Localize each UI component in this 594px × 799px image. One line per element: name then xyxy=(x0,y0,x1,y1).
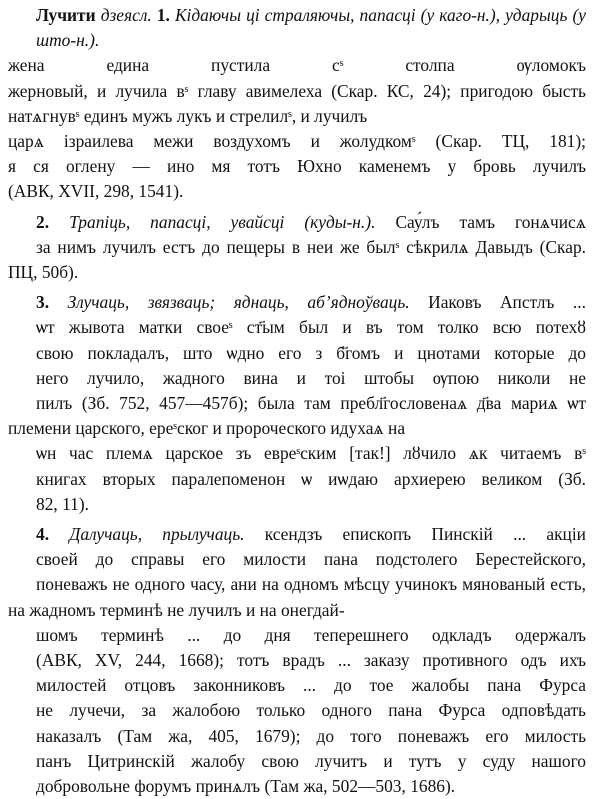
sense-4-line: шомъ терминѣ ... до дня теперешнего одкладъ одержалъ xyxy=(36,624,586,645)
sense-3-line: пилъ (Зб. 752, 457—457б); была там пребл҃гословенаѧ д҃ва мариѧ ѡт племени царского, ереˢског и пророческого идухаѧ на xyxy=(8,393,586,439)
headword: Лучити xyxy=(36,5,96,25)
sense-1-number: 1. xyxy=(156,5,170,25)
sense-4-gloss: Далучаць, прылучаць. xyxy=(69,524,245,545)
sense-1-line: (АВК, XVII, 298, 1541). xyxy=(8,181,184,202)
sense-3-line: свою покладалъ, што ѡдно его з б҃гомъ и цнотами которые до xyxy=(36,342,586,363)
sense-3-line: него лучило, жадного вина и тоі штобы ѹпою николи не xyxy=(36,367,586,388)
sense-3 xyxy=(8,285,586,517)
sense-3-line: 82, 11). xyxy=(36,493,89,514)
sense-4-line: поневажъ не одного часу, ани на одномъ мѣсцу учинокъ мянованый есть, на жадномъ терминѣ не лучилъ и на онегдай- xyxy=(8,574,586,620)
sense-2-line: за нимъ лучилъ естъ до пещеры в неи же былˢ сѣкрилѧ Давыдъ (Скар. ПЦ, 50б). xyxy=(8,236,586,283)
sense-3-line: книгах вторых паралепоменон ѡ иѡдаю архиерею великом (Зб. xyxy=(36,468,586,489)
sense-2-gloss: Трапіць, папасці, увайсці (куды-н.). xyxy=(69,211,376,232)
sense-4-line: (АВК, XV, 244, 1668); тотъ врадъ ... заказу противного одъ ихъ xyxy=(36,650,586,671)
sense-3-number: 3. xyxy=(36,292,50,313)
sense-1-line: жена едина пустила сˢ столпа ѹломокъ xyxy=(8,55,586,76)
dictionary-entry xyxy=(8,3,586,205)
sense-4-line: наказалъ (Там жа, 405, 1679); до того поневажъ его милость xyxy=(36,725,586,746)
sense-4-line: не лучечи, за жалобою только одного пана Фурса одповѣдать xyxy=(36,700,586,721)
sense-4-line: милостей отцовъ законниковъ ... до тое жалобы пана Фурса xyxy=(36,675,586,696)
sense-4-citation: ксендзъ епископъ Пинскій ... акціи xyxy=(264,524,586,545)
part-of-speech: дзеясл. xyxy=(100,5,152,25)
sense-1-line: я ся оглену — ино мя тотъ Юхно каменемъ у бровь лучилъ xyxy=(8,156,586,177)
sense-3-line: ѡт жывота матки своеˢ ст҃ым был и въ том толко всю потехȣ xyxy=(36,317,586,338)
sense-2 xyxy=(8,205,586,286)
sense-1-line: жерновый, и лучила вˢ главу авимелеха (Скар. КС, 24); пригодою бысть натѧгнувˢ единъ мужъ лукъ и стрелилˢ, и лучилъ xyxy=(8,80,586,126)
sense-4 xyxy=(8,517,586,799)
sense-2-first-line xyxy=(8,210,586,235)
entry-line-1 xyxy=(8,3,586,53)
sense-2-citation: Сау́лъ тамъ гонѧчисѧ xyxy=(395,211,586,232)
sense-4-line: добровольне форумъ принѧлъ (Там жа, 502—503, 1686). xyxy=(36,776,456,797)
sense-4-line: своей до справы его милости пана подстолего Берестейского, xyxy=(36,549,586,570)
sense-4-number: 4. xyxy=(36,524,50,545)
sense-3-first-line xyxy=(8,290,586,315)
sense-1-gloss: Кідаючы ці страляючы, папасці (у каго-н.), ударыць (у што-н.). xyxy=(36,5,586,51)
sense-3-line: ѡн час племѧ царское зъ евреˢским [так!] лȣчило ѧк читаемъ вˢ xyxy=(36,443,586,464)
sense-3-citation: Иаковъ Апстлъ ... xyxy=(428,292,586,313)
sense-4-line: панъ Цитринскій жалобу свою лучитъ и тутъ у суду нашого xyxy=(36,750,586,771)
sense-1-line: царѧ ізраилева межи воздухомъ и жолудкомˢ (Скар. ТЦ, 181); xyxy=(8,131,586,152)
sense-2-number: 2. xyxy=(36,211,50,232)
sense-4-first-line xyxy=(8,522,586,547)
sense-3-gloss: Злучаць, звязваць; яднаць, аб’яднoўваць. xyxy=(67,292,410,313)
